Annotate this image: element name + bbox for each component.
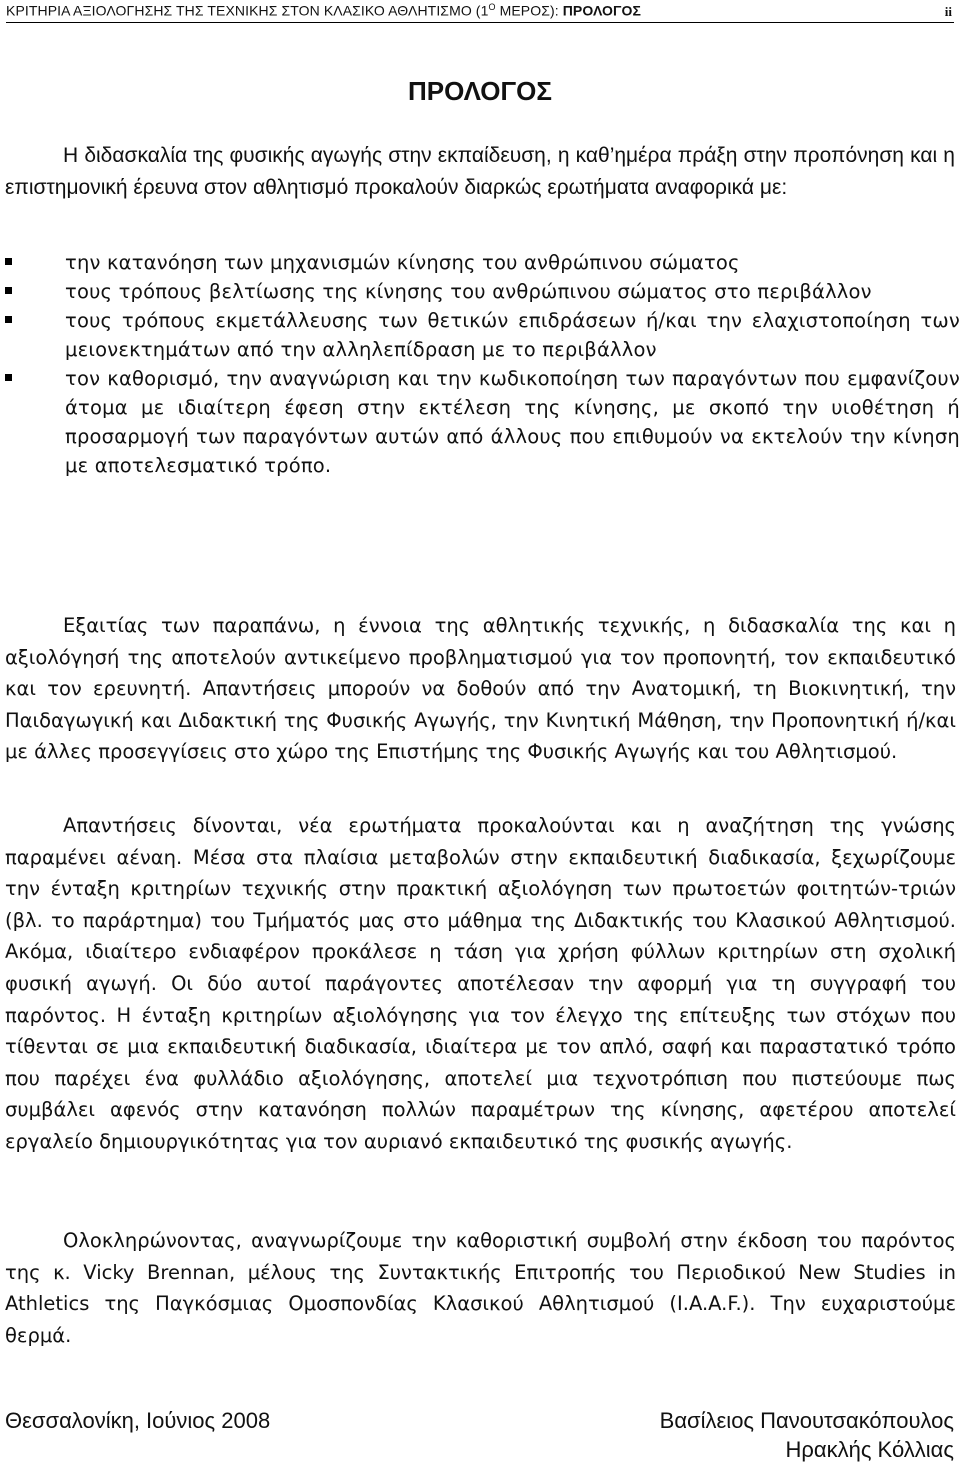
running-header [6,0,954,23]
list-item: τον καθορισμό, την αναγνώριση και την κωδικοποίηση των παραγόντων που εμφανίζουν άτομα με ιδιαίτερη έφεση στην εκτέλεση της κίνησης, με σκοπό την υιοθέτηση ή προσαρμογή των παραγόντων αυτών από άλλους που επιθυμούν να εκτελούν την κίνηση με αποτελεσματικό τρόπο. [5,364,960,480]
bullet-list [5,248,960,480]
body-paragraph-2: Απαντήσεις δίνονται, νέα ερωτήματα προκαλούνται και η αναζήτηση της γνώσης παραμένει αέναη. Μέσα στα πλαίσια μεταβολών στην εκπαιδευτική διαδικασία, ξεχωρίζουμε την ένταξη κριτηρίων τεχνικής στην πρακτική αξιολόγηση των πρωτοετών φοιτητών-τριών (βλ. το παράρτημα) του Τμήματός μας στο μάθημα της Διδακτικής του Κλασικού Αθλητισμού. Ακόμα, ιδιαίτερο ενδιαφέρον προκάλεσε η τάση για χρήση φύλλων κριτηρίων στη σχολική φυσική αγωγή. Οι δύο αυτοί παράγοντες αποτέλεσαν την αφορμή για τη συγγραφή του παρόντος. Η ένταξη κριτηρίων αξιολόγησης για τον έλεγχο της επίτευξης των στόχων που τίθενται σε μια εκπαιδευτική διαδικασία, ιδιαίτερα με τον απλό, σαφή και παραστατικό τρόπο που παρέχει ένα φυλλάδιο αξιολόγησης, αποτελεί μια τεχνοτρόπιση που πιστεύουμε πως συμβάλει αφενός στην κατανόηση πολλών παραμέτρων της κίνησης, αφετέρου αποτελεί εργαλείο δημιουργικότητας για τον αυριανό εκπαιδευτικό της φυσικής αγωγής. [5,814,956,1153]
square-bullet-icon [5,258,12,265]
authors [660,1406,954,1464]
intro-paragraph: Η διδασκαλία της φυσικής αγωγής στην εκπαίδευση, η καθ’ημέρα πράξη στην προπόνηση και η επιστημονική έρευνα στον αθλητισμό προκαλούν διαρκώς ερωτήματα αναφορικά με: [5,144,955,199]
running-title: ΚΡΙΤΗΡΙΑ ΑΞΙΟΛΟΓΗΣΗΣ ΤΗΣ ΤΕΧΝΙΚΗΣ ΣΤΟΝ ΚΛΑΣΙΚΟ ΑΘΛΗΤΙΣΜΟ ($1^O$ ΜΕΡΟΣ): ΠΡΟΛΟΓΟΣ [6,2,642,19]
list-item: την κατανόηση των μηχανισμών κίνησης του ανθρώπινου σώματος [5,248,960,277]
square-bullet-icon [5,374,12,381]
list-item: τους τρόπους εκμετάλλευσης των θετικών επιδράσεων ή/και την ελαχιστοποίηση των μειονεκτημάτων από την αλληλεπίδραση με το περιβάλλον [5,306,960,364]
square-bullet-icon [5,316,12,323]
page-title: ΠΡΟΛΟΓΟΣ [408,76,552,106]
square-bullet-icon [5,287,12,294]
body-paragraph-1: Εξαιτίας των παραπάνω, η έννοια της αθλητικής τεχνικής, η διδασκαλία της και η αξιολόγησή της αποτελούν αντικείμενο προβληματισμού για τον προπονητή, τον εκπαιδευτικό και τον ερευνητή. Απαντήσεις μπορούν να δοθούν από την Ανατομική, τη Βιοκινητική, την Παιδαγωγική και Διδακτική της Φυσικής Αγωγής, την Κινητική Μάθηση, την Προπονητική ή/και με άλλες προσεγγίσεις στο χώρο της Επιστήμης της Φυσικής Αγωγής και του Αθλητισμού. [5,614,956,764]
page-number: ii [944,4,952,19]
place-date: Θεσσαλονίκη, Ιούνιος 2008 [5,1408,271,1433]
author-name: Ηρακλής Κόλλιας [785,1437,954,1462]
author-name: Βασίλειος Πανουτσακόπουλος [659,1408,954,1433]
list-item: τους τρόπους βελτίωσης της κίνησης του ανθρώπινου σώματος στο περιβάλλον [5,277,960,306]
body-paragraph-3: Ολοκληρώνοντας, αναγνωρίζουμε την καθοριστική συμβολή στην έκδοση του παρόντος της κ. Vicky Brennan, μέλους της Συντακτικής Επιτροπής του Περιοδικού New Studies in Athletics της Παγκόσμιας Ομοσπονδίας Κλασικού Αθλητισμού (I.A.A.F.). Την ευχαριστούμε θερμά. [5,1229,956,1347]
